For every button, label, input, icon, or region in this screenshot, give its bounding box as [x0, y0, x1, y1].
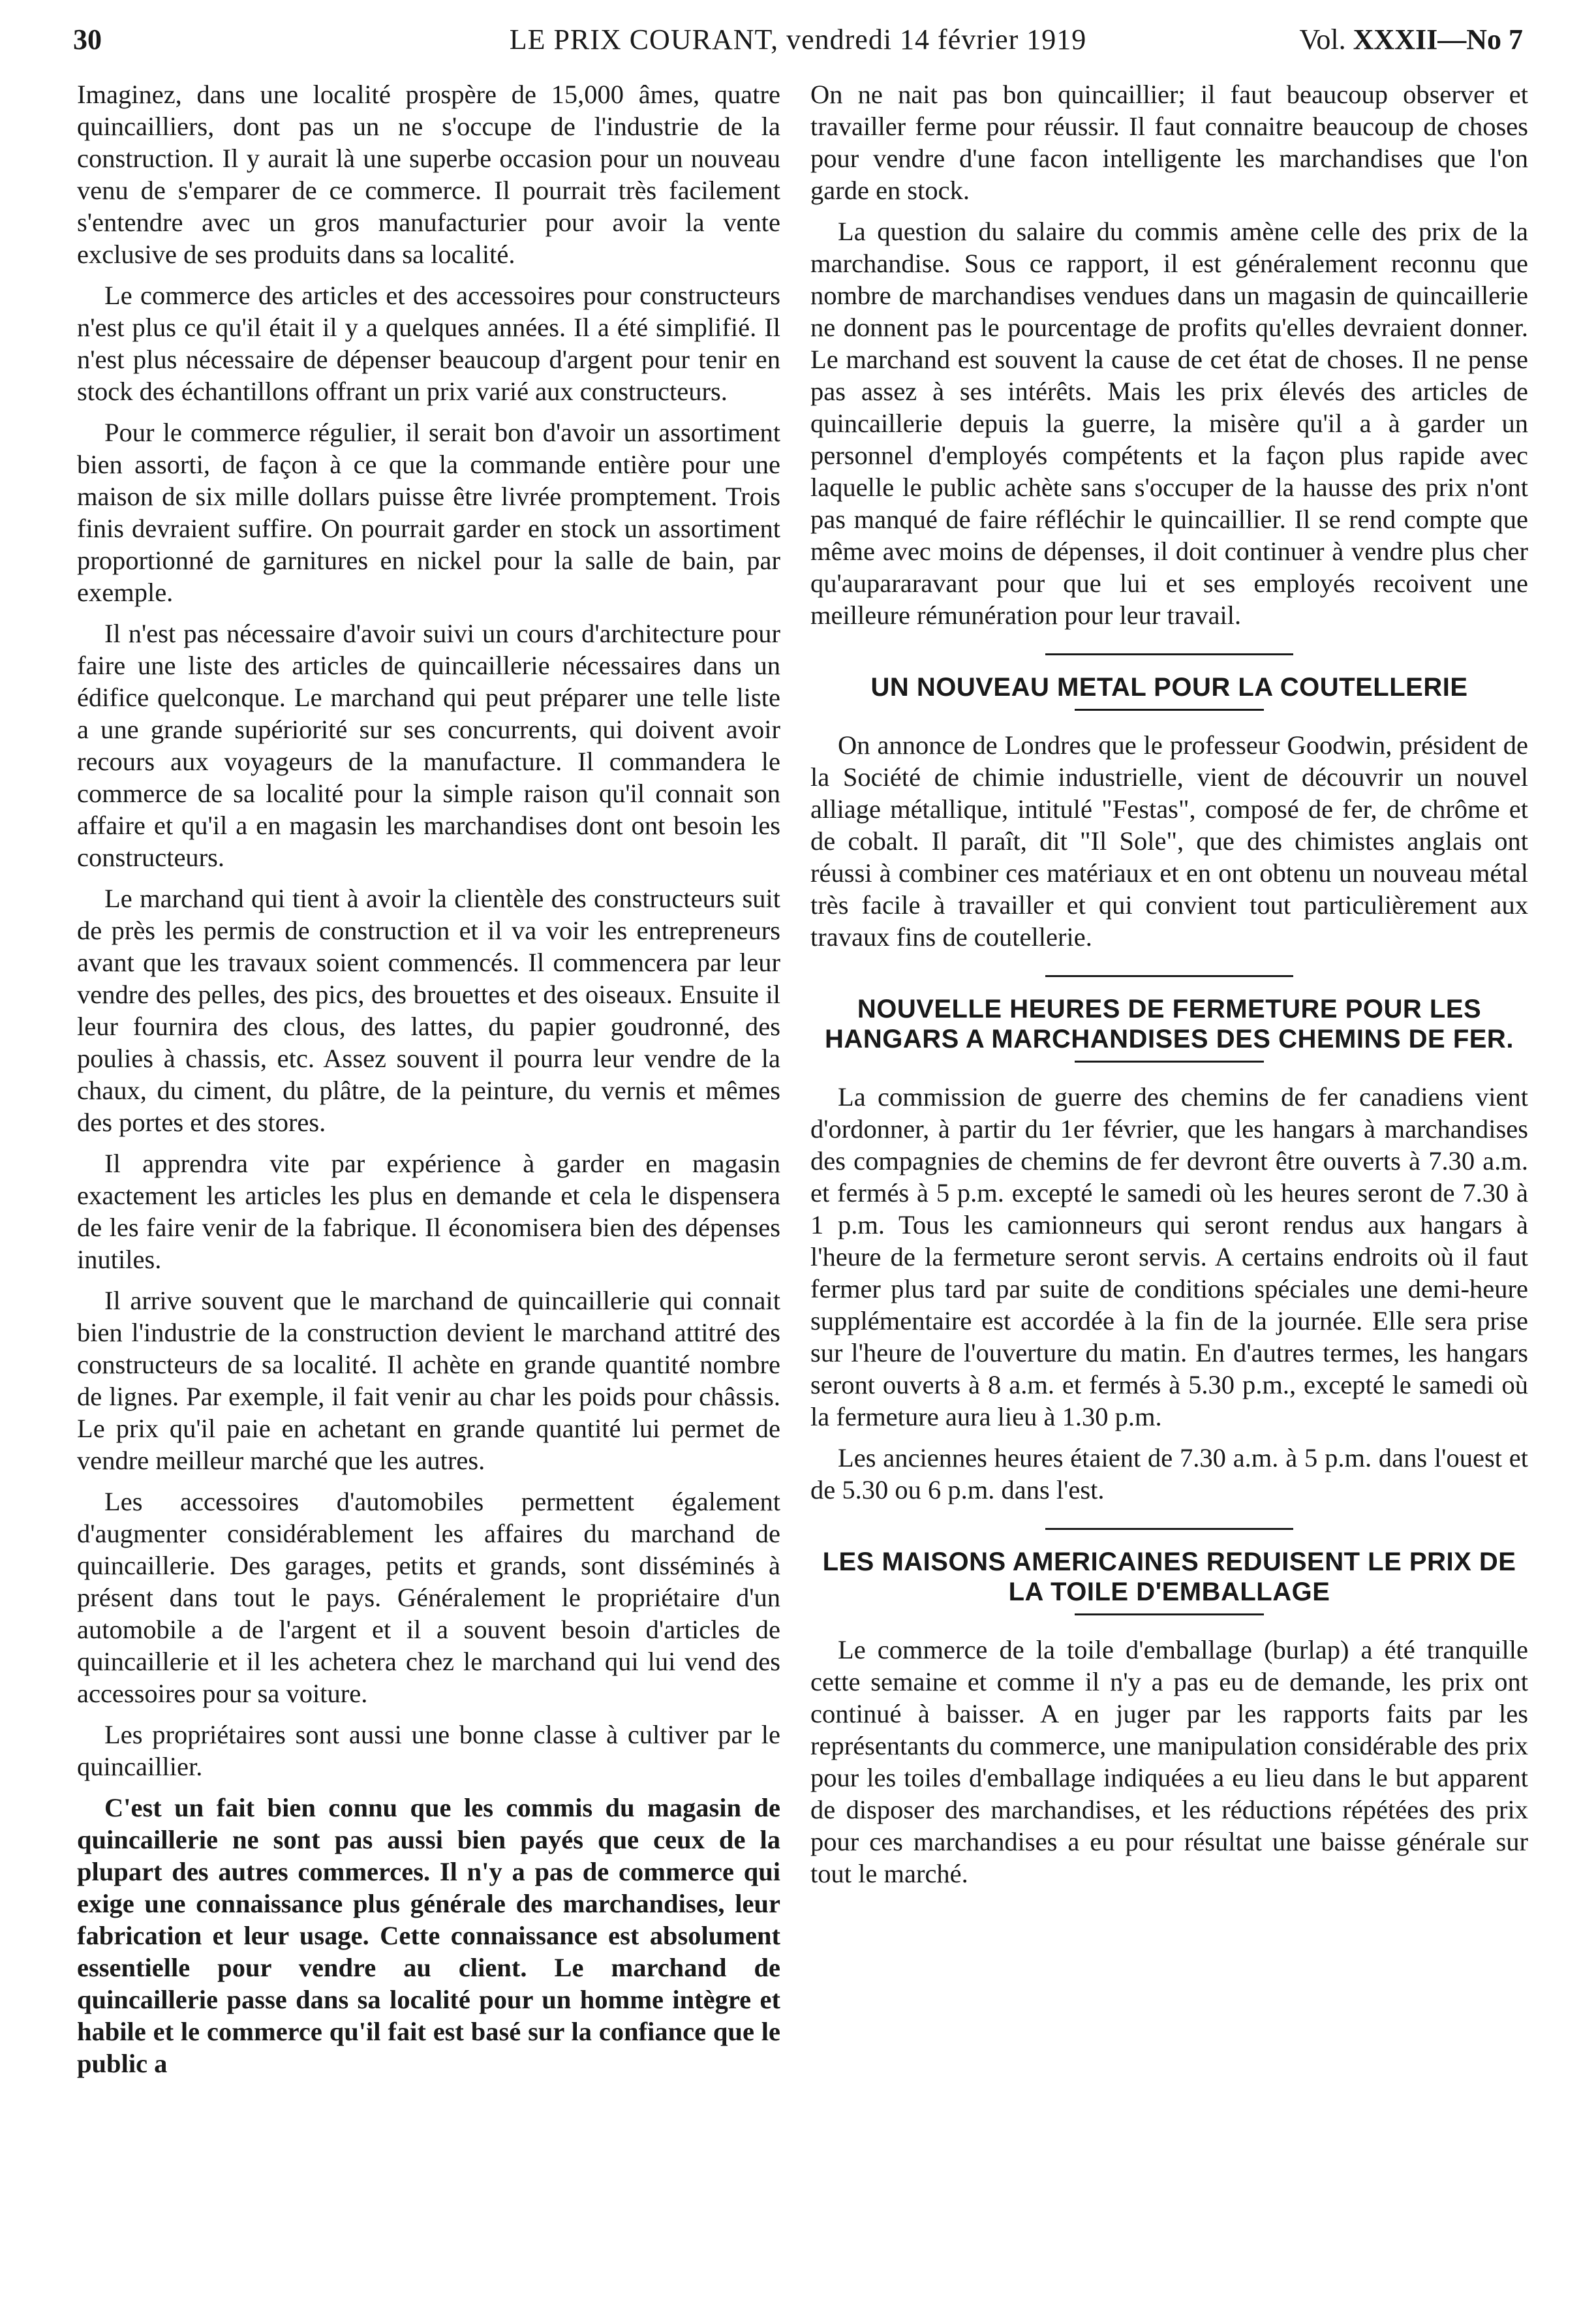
article-paragraph: Il n'est pas nécessaire d'avoir suivi un cours d'architecture pour faire une liste des articles de quincaillerie nécessaires dans un édifice quelconque. Le marchand qui peut préparer une telle liste a une grande supériorité sur ses concurrents, qui doivent avoir recours aux voyageurs de la manufacture. Il commandera le commerce de sa localité pour la simple raison qu'il connait son affaire et qu'il a en magasin les marchandises dont ont besoin les constructeurs. — [77, 619, 780, 872]
section-divider — [1045, 975, 1293, 977]
article-paragraph: Pour le commerce régulier, il serait bon d'avoir un assortiment bien assorti, de façon à ce que la commande entière pour une maison de six mille dollars puisse être livrée promptement. Trois finis devraient suffire. On pourrait garder en stock un assortiment proportionné de garnitures en nickel pour la salle de bain, par exemple. — [77, 418, 780, 607]
article-paragraph: Imaginez, dans une localité prospère de 15,000 âmes, quatre quincailliers, dont pas un ne s'occupe de l'industrie de la construction. Il y aurait là une superbe occasion pour un nouveau venu de s'emparer de ce commerce. Il pourrait très facilement s'entendre avec un gros manufacturier pour avoir la vente exclusive de ses produits dans sa localité. — [77, 80, 780, 269]
article-paragraph: Les anciennes heures étaient de 7.30 a.m. à 5 p.m. dans l'ouest et de 5.30 ou 6 p.m. dans l'est. — [810, 1443, 1528, 1504]
heading-underline — [1075, 709, 1264, 711]
article-paragraph: Le commerce des articles et des accessoires pour constructeurs n'est plus ce qu'il était il y a quelques années. Il a été simplifié. Il n'est plus nécessaire de dépenser beaucoup d'argent pour tenir en stock des échantillons offrant un prix varié aux constructeurs. — [77, 281, 780, 406]
heading-underline — [1075, 1061, 1264, 1063]
article-closing-hours — [810, 975, 1528, 1506]
volume-prefix: Vol. — [1299, 23, 1353, 55]
article-paragraph: C'est un fait bien connu que les commis du magasin de quincaillerie ne sont pas aussi bien payés que ceux de la plupart des autres commerces. Il n'y a pas de commerce qui exige une connaissance plus générale des marchandises, leur fabrication et leur usage. Cette connaissance est absolument essentielle pour vendre au client. Le marchand de quincaillerie passe dans sa localité pour un homme intègre et habile et le commerce qu'il fait est basé sur la confiance que le public a — [77, 1793, 780, 2078]
article-paragraph: On annonce de Londres que le professeur Goodwin, président de la Société de chimie industrielle, vient de découvrir un nouvel alliage métallique, intitulé "Festas", composé de fer, de chrôme et de cobalt. Il paraît, dit "Il Sole", que des chimistes anglais ont réussi à combiner ces matériaux et en ont obtenu un nouveau métal très facile à travailler et qui convient tout particulièrement aux travaux fins de coutellerie. — [810, 730, 1528, 952]
running-header — [73, 20, 1523, 60]
page-number: 30 — [73, 23, 102, 55]
article-paragraph: Les accessoires d'automobiles permettent également d'augmenter considérablement les affaires du marchand de quincaillerie. Des garages, petits et grands, sont disséminés à présent dans tout le pays. Généralement le propriétaire d'un automobile a de l'argent et il a souvent besoin d'articles de quincaillerie et il les achetera chez le marchand qui lui vend des accessoires pour sa voiture. — [77, 1487, 780, 1708]
section-heading: LES MAISONS AMERICAINES REDUISENT LE PRIX DE LA TOILE D'EMBALLAGE — [822, 1548, 1516, 1606]
publication-title: LE PRIX COURANT, vendredi 14 février 1919 — [509, 23, 1087, 55]
section-heading: NOUVELLE HEURES DE FERMETURE POUR LES HANGARS A MARCHANDISES DES CHEMINS DE FER. — [825, 995, 1514, 1053]
volume-number: XXXII—No 7 — [1353, 23, 1523, 55]
section-divider — [1045, 653, 1293, 655]
volume-info — [1299, 20, 1523, 60]
article-cutlery-metal — [810, 653, 1528, 953]
article-paragraph: La commission de guerre des chemins de fer canadiens vient d'ordonner, à partir du 1er février, que les hangars à marchandises des compagnies de chemins de fer devront être ouverts à 7.30 a.m. et fermés à 5 p.m. excepté le samedi où les heures seront de 7.30 à 1 p.m. Tous les camionneurs qui seront rendus aux hangars à l'heure de la fermeture seront servis. A certains endroits où il faut fermer plus tard par suite de conditions spéciales une demi-heure supplémentaire est accordée à la fin de la journée. Elle sera prise sur l'heure de l'ouverture du matin. En d'autres termes, les hangars seront ouverts à 8 a.m. et fermés à 5.30 p.m., excepté le samedi où la fermeture aura lieu à 1.30 p.m. — [810, 1082, 1528, 1431]
right-column — [810, 78, 1528, 1899]
article-paragraph: Le marchand qui tient à avoir la clientèle des constructeurs suit de près les permis de construction et il va voir les entrepreneurs avant que les travaux soient commencés. Il commencera par leur vendre des pelles, des pics, des brouettes et des oiseaux. Ensuite il leur fournira des clous, des lattes, du papier goudronné, des poulies à chassis, etc. Assez souvent il pourra leur vendre de la chaux, du ciment, du plâtre, de la peinture, du vernis et mêmes des portes et des stores. — [77, 884, 780, 1137]
article-paragraph: Il apprendra vite par expérience à garder en magasin exactement les articles les plus en demande et cela le dispensera de les faire venir de la fabrique. Il économisera bien des dépenses inutiles. — [77, 1149, 780, 1274]
article-paragraph: On ne nait pas bon quincaillier; il faut beaucoup observer et travailler ferme pour réussir. Il faut connaitre beaucoup de choses pour vendre d'une facon intelligente les marchandises que l'on garde en stock. — [810, 80, 1528, 205]
article-burlap-prices — [810, 1528, 1528, 1890]
section-divider — [1045, 1528, 1293, 1530]
article-paragraph: Les propriétaires sont aussi une bonne classe à cultiver par le quincaillier. — [77, 1720, 780, 1781]
article-paragraph: La question du salaire du commis amène celle des prix de la marchandise. Sous ce rapport, il est généralement reconnu que nombre de marchandises vendues dans un magasin de quincaillerie ne donnent pas le pourcentage de profits qu'elles devraient donner. Le marchand est souvent la cause de cet état de choses. Il ne pense pas assez à ses intérêts. Mais les prix élevés des articles de quincaillerie depuis la guerre, la misère qu'il a à garder un personnel d'employés compétents et la façon plus rapide avec laquelle le public achète sans s'occuper de la hausse des prix n'ont pas manqué de faire réfléchir le quincaillier. Il se rend compte que même avec moins de dépenses, il doit continuer à vendre plus cher qu'aupararavant pour que lui et ses employés recoivent une meilleure rémunération pour leur travail. — [810, 217, 1528, 630]
article-paragraph: Le commerce de la toile d'emballage (burlap) a été tranquille cette semaine et comme il n'y a pas eu de demande, les prix ont continué à baisser. A en juger par les rapports faits par les représentants du commerce, une manipulation considérable des prix pour les toiles d'emballage indiquées a eu lieu dans le but apparent de disposer des marchandises, et les réductions répétées des prix pour ces marchandises a eu pour résultat une baisse générale sur tout le marché. — [810, 1635, 1528, 1888]
heading-underline — [1075, 1613, 1264, 1615]
left-column — [77, 78, 780, 2089]
article-paragraph: Il arrive souvent que le marchand de quincaillerie qui connait bien l'industrie de la construction devient le marchand attitré des constructeurs de sa localité. Il achète en grande quantité nombre de lignes. Par exemple, il fait venir au char les poids pour châssis. Le prix qu'il paie en achetant en grande quantité lui permet de vendre meilleur marché que les autres. — [77, 1286, 780, 1475]
section-heading: UN NOUVEAU METAL POUR LA COUTELLERIE — [870, 673, 1468, 702]
